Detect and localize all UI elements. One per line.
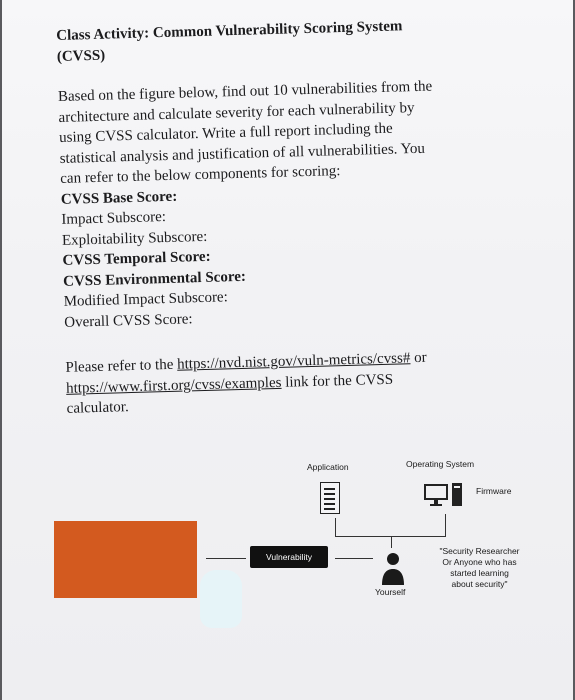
- security-researcher-quote: [427, 546, 532, 590]
- component-modified-impact-subscore: Modified Impact Subscore:: [63, 289, 229, 310]
- paper-sheet: [2, 0, 573, 700]
- first-link[interactable]: https://www.first.org/cvss/examples: [65, 374, 282, 397]
- component-base-score: CVSS Base Score:: [60, 188, 178, 208]
- redacted-light-blob: [200, 570, 242, 628]
- connector-app: [335, 518, 336, 536]
- paragraph-line: architecture and calculate severity for each vulnerability by: [58, 99, 415, 126]
- assignment-text: [56, 13, 527, 419]
- reference-or: or: [410, 349, 427, 367]
- component-exploitability-subscore: Exploitability Subscore:: [61, 228, 208, 249]
- title-line-2: (CVSS): [56, 47, 106, 65]
- connector-left: [206, 558, 246, 559]
- redacted-orange-block: [54, 521, 197, 598]
- connector-person: [391, 536, 392, 548]
- yourself-label: Yourself: [375, 587, 406, 597]
- title-line-1: Class Activity: Common Vulnerability Scoring System: [56, 18, 403, 44]
- reference-prefix: Please refer to the: [65, 356, 178, 376]
- nvd-link[interactable]: https://nvd.nist.gov/vuln-metrics/cvss#: [176, 350, 411, 373]
- paragraph-line: using CVSS calculator. Write a full report including the: [58, 120, 393, 146]
- application-list-icon: [320, 482, 340, 514]
- component-environmental-score: CVSS Environmental Score:: [62, 268, 247, 290]
- quote-line: started learning: [450, 568, 509, 578]
- paragraph-line: can refer to the below components for scoring:: [60, 163, 341, 187]
- architecture-diagram: [2, 440, 575, 700]
- activity-title: [56, 14, 497, 67]
- operating-system-label: Operating System: [406, 459, 475, 469]
- reference-paragraph: [65, 345, 522, 419]
- connector-os: [445, 514, 446, 536]
- instructions-paragraph: [58, 74, 520, 333]
- application-label: Application: [307, 462, 349, 472]
- person-icon: [380, 552, 406, 586]
- vulnerability-box: Vulnerability: [250, 546, 328, 568]
- connector-right: [335, 558, 373, 559]
- quote-line: "Security Researcher: [439, 546, 520, 556]
- component-overall-score: Overall CVSS Score:: [64, 310, 193, 331]
- reference-mid: link for the CVSS: [281, 371, 394, 391]
- paragraph-line: Based on the figure below, find out 10 vulnerabilities from the: [57, 78, 433, 105]
- component-temporal-score: CVSS Temporal Score:: [62, 248, 211, 269]
- paragraph-line: statistical analysis and justification of all vulnerabilities. You: [59, 140, 426, 167]
- monitor-icon: [424, 482, 468, 510]
- quote-line: Or Anyone who has: [442, 557, 517, 567]
- reference-line-3: calculator.: [66, 399, 129, 417]
- quote-line: about security": [451, 579, 508, 589]
- firmware-label: Firmware: [476, 486, 512, 496]
- component-impact-subscore: Impact Subscore:: [61, 209, 167, 228]
